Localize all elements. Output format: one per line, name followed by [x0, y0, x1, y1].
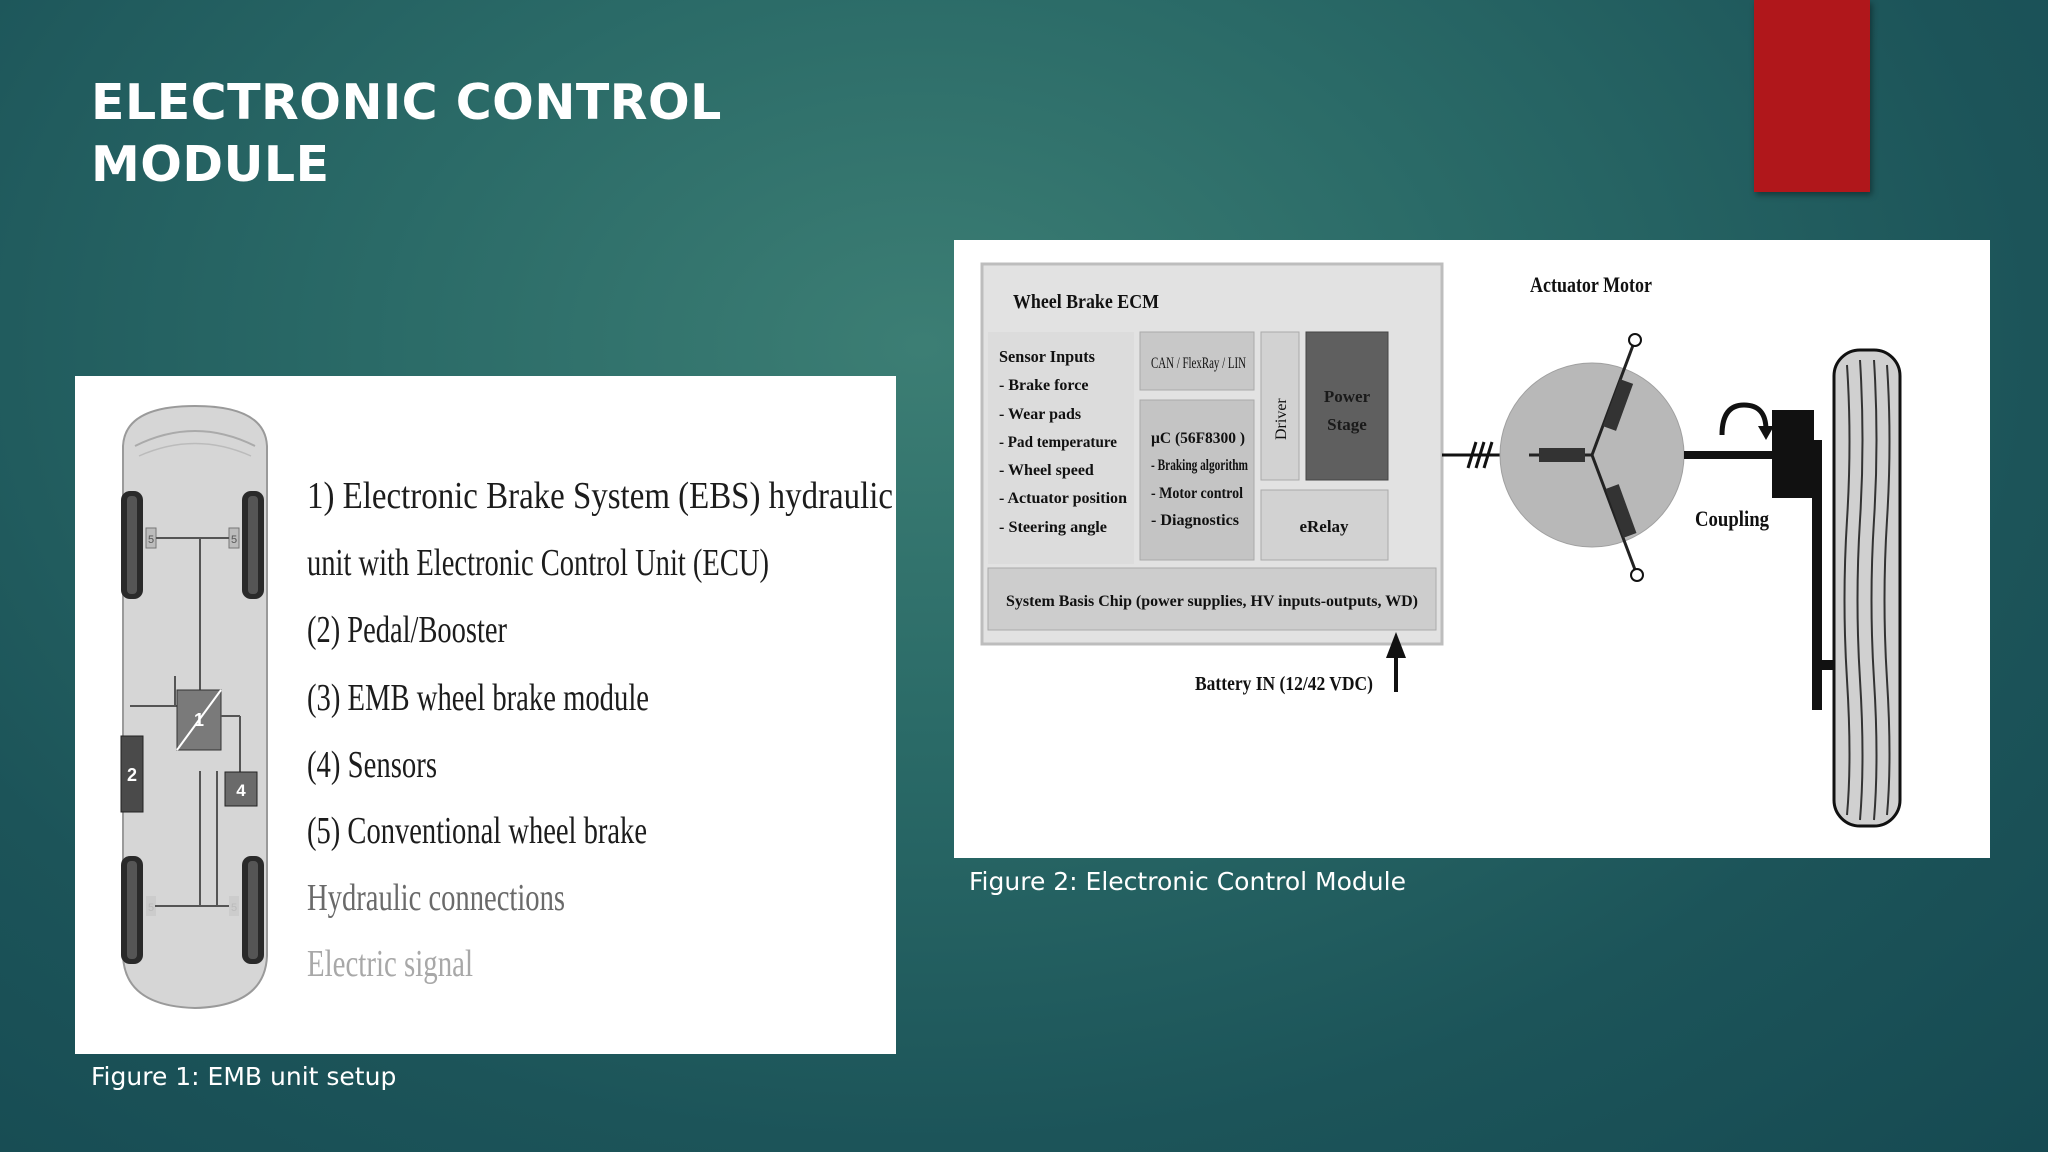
emb-diagram: [75, 376, 896, 1054]
power-stage-label-1: Power: [1323, 387, 1371, 406]
uc-item-motor-control: - Motor control: [1151, 485, 1244, 502]
figure-electronic-control-module: [954, 240, 1990, 858]
sensor-item-brake-force: - Brake force: [999, 377, 1089, 394]
power-stage-label-2: Stage: [1327, 415, 1367, 434]
wheel-front-left: [121, 491, 143, 599]
can-bus-label: CAN / FlexRay / LIN: [1151, 355, 1247, 372]
sensor-item-steering-angle: - Steering angle: [999, 519, 1107, 536]
slide-title: [91, 72, 791, 196]
legend-line-1: 1) Electronic Brake System (EBS) hydraulic: [307, 475, 893, 517]
power-stage-box: [1306, 332, 1388, 480]
figure1-caption: Figure 1: EMB unit setup: [91, 1062, 397, 1091]
marker-5-bl: 5: [147, 902, 155, 914]
wheel-rear-left: [121, 856, 143, 964]
sensor-item-wear-pads: - Wear pads: [999, 406, 1082, 423]
ecm-diagram: [954, 240, 1990, 858]
sensor-item-actuator-position: - Actuator position: [999, 490, 1128, 507]
marker-1: 1: [193, 710, 205, 730]
legend-line-6: (5) Conventional wheel brake: [307, 810, 647, 852]
figure1-legend: [307, 475, 893, 985]
legend-line-8: Electric signal: [307, 943, 473, 985]
battery-label: Battery IN (12/42 VDC): [1195, 673, 1373, 695]
legend-line-5: (4) Sensors: [307, 744, 437, 786]
legend-line-3: (2) Pedal/Booster: [307, 609, 508, 651]
slide-title-line2: MODULE: [91, 136, 330, 193]
marker-5-br: 5: [230, 902, 238, 914]
coupling-label: Coupling: [1695, 506, 1769, 531]
rotation-arrow-icon: [1758, 426, 1774, 440]
legend-line-4: (3) EMB wheel brake module: [307, 677, 649, 719]
accent-bar: [1754, 0, 1870, 192]
marker-4: 4: [236, 781, 246, 800]
wheel-front-right: [242, 491, 264, 599]
sensor-item-pad-temperature: - Pad temperature: [999, 434, 1117, 451]
legend-line-2: unit with Electronic Control Unit (ECU): [307, 542, 769, 584]
ecm-title: Wheel Brake ECM: [1013, 291, 1160, 313]
erelay-label: eRelay: [1299, 517, 1349, 536]
uc-item-diagnostics: - Diagnostics: [1151, 512, 1239, 529]
driver-label: Driver: [1273, 398, 1290, 440]
wheel-rear-right: [242, 856, 264, 964]
marker-5-tr: 5: [230, 534, 238, 546]
marker-5-tl: 5: [147, 534, 155, 546]
actuator-motor-label: Actuator Motor: [1530, 272, 1653, 297]
coupling-block: [1772, 410, 1814, 498]
uc-heading: µC (56F8300 ): [1151, 430, 1245, 447]
slide-title-line1: ELECTRONIC CONTROL: [91, 74, 722, 131]
sbc-label: System Basis Chip (power supplies, HV inputs-outputs, WD): [1006, 593, 1418, 610]
microcontroller-box: [1140, 400, 1254, 560]
sensor-inputs-heading: Sensor Inputs: [999, 347, 1096, 366]
figure2-caption: Figure 2: Electronic Control Module: [969, 867, 1406, 896]
sensor-item-wheel-speed: - Wheel speed: [999, 462, 1094, 479]
uc-item-braking-algorithm: - Braking algorithm: [1151, 457, 1249, 474]
legend-line-7: Hydraulic connections: [307, 877, 565, 919]
marker-2: 2: [126, 765, 138, 785]
figure-emb-unit-setup: [75, 376, 896, 1054]
